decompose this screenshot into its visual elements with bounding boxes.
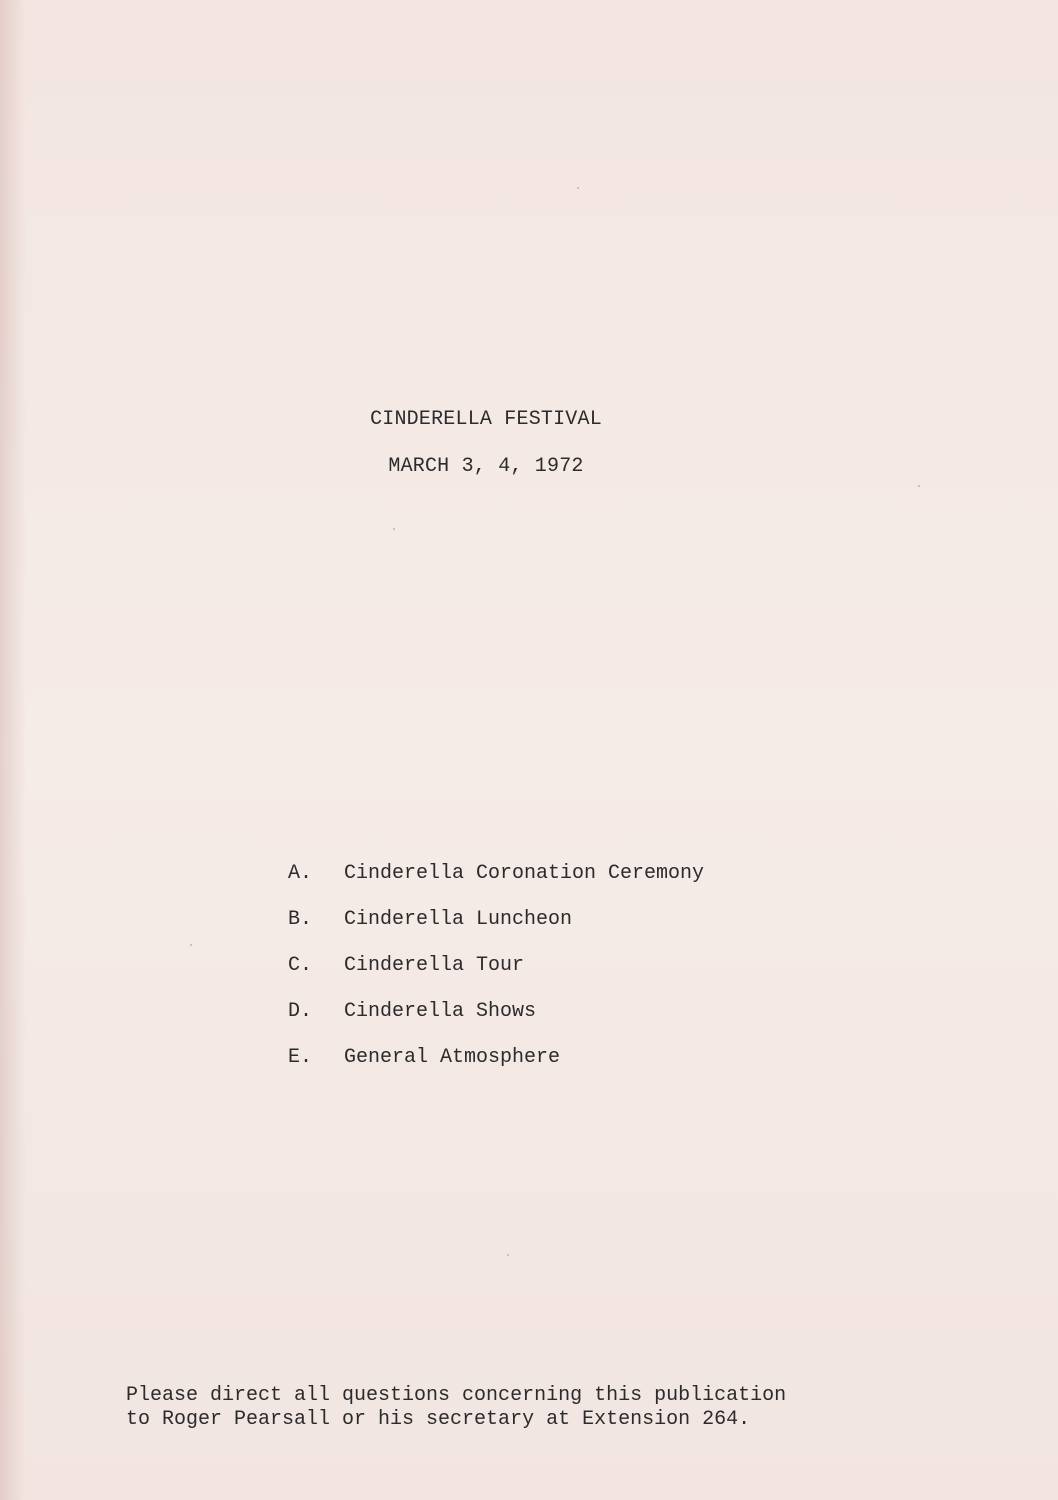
contents-item-letter: E.	[288, 1046, 313, 1069]
footer-note	[126, 1384, 786, 1432]
contents-item-text: Cinderella Coronation Ceremony	[344, 862, 705, 885]
paper-speck	[507, 1254, 509, 1256]
contents-item	[288, 1000, 704, 1046]
footer-line-1: Please direct all questions concerning this publication	[126, 1384, 787, 1407]
contents-item-letter: C.	[288, 954, 313, 977]
contents-item	[288, 1046, 704, 1092]
paper-speck	[190, 944, 192, 946]
contents-item-letter: B.	[288, 908, 313, 931]
contents-item-text: General Atmosphere	[344, 1046, 561, 1069]
paper-speck	[393, 528, 395, 530]
contents-item-text: Cinderella Shows	[344, 1000, 537, 1023]
document-title: CINDERELLA FESTIVAL	[370, 408, 602, 431]
paper-speck	[918, 485, 920, 487]
paper-speck	[577, 187, 579, 189]
contents-item-text: Cinderella Tour	[344, 954, 525, 977]
document-date: MARCH 3, 4, 1972	[388, 455, 584, 478]
contents-item	[288, 954, 704, 1000]
contents-item	[288, 862, 704, 908]
contents-item	[288, 908, 704, 954]
contents-list	[288, 862, 704, 1092]
contents-item-letter: A.	[288, 862, 313, 885]
contents-item-letter: D.	[288, 1000, 313, 1023]
contents-item-text: Cinderella Luncheon	[344, 908, 573, 931]
footer-line-2: to Roger Pearsall or his secretary at Extension 264.	[126, 1408, 751, 1431]
